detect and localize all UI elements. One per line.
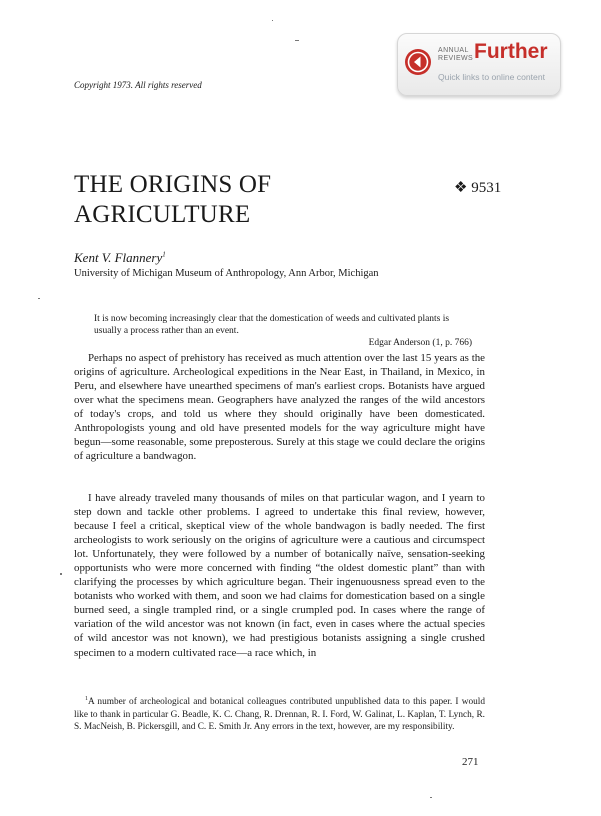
body-paragraph: Perhaps no aspect of prehistory has received as much attention over the last 15 years as the origins of agriculture. Archeological expeditions in the Near East, in Thailand, in Mexico, in Peru, and elsewhere have unearthed specimens of man's earliest crops. Botanists have argued over what the specimens mean. Geographers have analyzed the ranges of the wild ancestors of today's crops, and told us where they should originally have been domesticated. Anthropologists young and old have presented models for the way agriculture might have begun—some reasonable, some preposterous. Surely at this stage we could declare the origins of agriculture a bandwagon. [74,352,485,463]
copyright-notice: Copyright 1973. All rights reserved [74,80,202,90]
author-footnote-mark[interactable]: 1 [162,250,166,259]
scan-speck [295,40,299,41]
article-number: ❖ 9531 [454,180,502,196]
footnote [74,693,485,733]
footnote-text: A number of archeological and botanical colleagues contributed unpublished data to this paper. I would like to thank in particular G. Beadle, K. C. Chang, R. Drennan, R. I. Ford, W. Galinat, L. Kaplan, T. Lynch, R. S. MacNeish, B. Pickersgill, and C. E. Smith Jr. Any errors in the text, however, are my responsibility. [74,697,485,732]
badge-further-label: Further [474,40,548,63]
author-name-text: Kent V. Flannery [74,250,163,265]
scan-speck [60,573,62,575]
further-arrow-icon [404,48,432,76]
author-name [74,250,166,266]
article-title-text: THE ORIGINS OF AGRICULTURE [74,171,272,228]
epigraph-quote: It is now becoming increasingly clear that the domestication of weeds and cultivated plants is usually a process rather than an event. [94,314,450,336]
further-links-badge[interactable] [397,33,561,96]
scan-speck [272,20,273,21]
article-title [74,170,289,230]
epigraph-attribution: Edgar Anderson (1, p. 766) [368,338,472,348]
page-number: 271 [462,756,479,768]
author-affiliation: University of Michigan Museum of Anthropology, Ann Arbor, Michigan [74,268,379,279]
badge-reviews-label: REVIEWS [438,55,474,62]
badge-annual-label: ANNUAL [438,47,469,54]
badge-tagline: Quick links to online content [438,72,546,82]
scan-speck [38,298,40,299]
body-paragraph: I have already traveled many thousands of miles on that particular wagon, and I yearn to step down and tackle other problems. I agreed to undertake this final review, however, because I feel a critical, skeptical view of the whole bandwagon is badly needed. The first archeologists to work seriously on the origins of agriculture were a cautious and circumspect lot. Unfortunately, they were followed by a number of botanically naïve, sensation-seeking opportunists who were more concerned with finding “the oldest domestic plant” than with clarifying the processes by which agriculture began. Their ingenuousness spread even to the botanists who worked with them, and soon we had claims for domestication based on a single burned seed, a single trampled rind, or a single crumpled pod. In cases where the range of variation of the wild ancestor was not known (in fact, even in cases where the actual species of wild ancestor was not known), we had prestigious botanists assigning a single crushed specimen to a modern cultivated race—a race which, in [74,492,485,659]
footnote-mark: 1 [85,696,88,702]
scan-speck [430,797,432,798]
